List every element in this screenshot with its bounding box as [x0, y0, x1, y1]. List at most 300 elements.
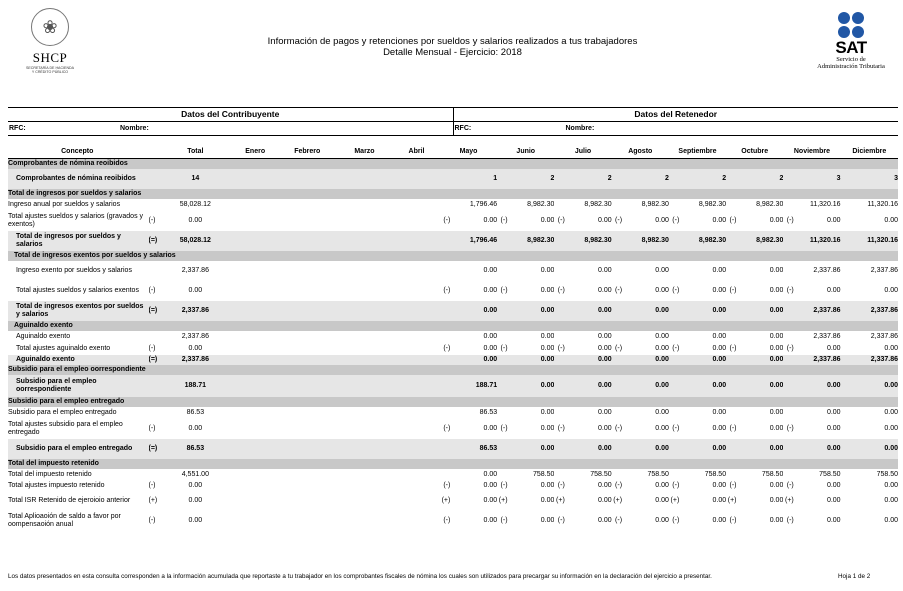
month-cell — [232, 375, 279, 397]
month-cell — [232, 480, 279, 491]
month-sign — [612, 469, 622, 480]
month-sign — [440, 375, 450, 397]
month-cell — [393, 301, 440, 321]
month-cell — [393, 469, 440, 480]
month-sign: (-) — [557, 425, 565, 432]
month-cell — [279, 419, 336, 439]
month-cell — [279, 301, 336, 321]
month-sign: (-) — [557, 345, 565, 352]
month-sign — [841, 211, 851, 231]
month-sign — [612, 375, 622, 397]
month-cell — [336, 261, 393, 281]
month-cell: 0.00 — [655, 217, 669, 224]
month-sign — [783, 331, 793, 343]
row-total: 58,028.12 — [159, 231, 232, 251]
row-sign — [149, 375, 159, 397]
section-label-text: Subsidio para el empleo oorrespondiente — [8, 366, 146, 373]
table-row — [8, 211, 898, 231]
month-sign — [726, 169, 736, 189]
row-total: 0.00 — [188, 425, 203, 432]
month-cell: 0.00 — [826, 517, 841, 524]
col-header: Noviembre — [783, 146, 840, 159]
month-cell: 188.71 — [450, 375, 497, 397]
month-sign — [726, 355, 736, 365]
month-cell — [336, 469, 393, 480]
month-cell: 0.00 — [826, 217, 841, 224]
month-cell — [279, 231, 336, 251]
month-cell — [232, 281, 279, 301]
month-sign — [497, 231, 507, 251]
month-sign — [440, 301, 450, 321]
row-label — [8, 331, 149, 343]
month-cell — [232, 511, 279, 531]
month-cell — [279, 511, 336, 531]
month-sign: (+) — [670, 497, 680, 504]
month-cell: 0.00 — [565, 439, 612, 459]
month-cell: 86.53 — [479, 409, 498, 416]
month-cell: 758.50 — [819, 470, 841, 478]
month-cell: 2,337.86 — [794, 301, 841, 321]
month-cell — [336, 439, 393, 459]
month-cell: 0.00 — [679, 355, 726, 365]
row-label-text: Aguinaldo exento — [16, 333, 71, 340]
month-cell — [232, 343, 279, 355]
month-cell: 2,337.86 — [813, 267, 841, 274]
month-cell — [279, 261, 336, 281]
month-sign — [841, 419, 851, 439]
shcp-sub2: Y CRÉDITO PÚBLICO — [31, 70, 69, 74]
table-row — [8, 469, 898, 480]
month-sign — [726, 261, 736, 281]
month-cell: 0.00 — [769, 287, 784, 294]
month-cell — [393, 355, 440, 365]
month-cell: 2,337.86 — [813, 333, 841, 340]
row-label — [8, 169, 149, 189]
month-sign — [669, 169, 679, 189]
month-cell — [232, 355, 279, 365]
month-cell: 0.00 — [712, 425, 727, 432]
col-header-sign — [149, 146, 159, 159]
month-sign — [841, 469, 851, 480]
month-cell: 758.50 — [532, 470, 555, 478]
row-sign: (-) — [148, 217, 156, 224]
month-cell: 0.00 — [655, 409, 669, 416]
month-sign: (-) — [500, 345, 508, 352]
sat-dots-icon — [838, 12, 864, 38]
col-header: Febrero — [279, 146, 336, 159]
section-row — [8, 159, 898, 170]
contribuyente-header: Datos del Contribuyente — [8, 108, 454, 121]
row-label — [8, 301, 149, 321]
month-sign — [440, 261, 450, 281]
footer-note: Los datos presentados en esta consulta corresponden a la información acumulada que reportaste a tu trabajador en los comprobantes fiscales de nómina los cuales son utilizados para precargar su información en la declaración del ejercicio a presentar. — [8, 573, 712, 580]
row-label — [8, 261, 149, 281]
month-sign — [783, 355, 793, 365]
section-headers — [8, 107, 898, 122]
sat-word: SAT — [835, 38, 867, 57]
month-cell: 0.00 — [794, 375, 841, 397]
month-sign: (-) — [786, 217, 794, 224]
month-cell: 0.00 — [598, 333, 612, 340]
month-cell — [279, 375, 336, 397]
row-sign: (-) — [148, 517, 156, 524]
row-sign — [149, 199, 159, 211]
month-cell — [336, 301, 393, 321]
month-cell: 3 — [851, 169, 898, 189]
month-cell: 0.00 — [540, 409, 555, 416]
col-header: Agosto — [612, 146, 669, 159]
month-sign: (-) — [729, 287, 737, 294]
month-cell: 0.00 — [769, 497, 784, 504]
month-sign — [841, 343, 851, 355]
month-cell — [232, 331, 279, 343]
month-sign: (-) — [672, 481, 680, 489]
month-cell: 0.00 — [540, 267, 555, 274]
row-label-text: Total ajustes sueldos y salarios (gravados y exentos) — [8, 213, 144, 228]
month-sign: (+) — [727, 497, 737, 504]
table-row — [8, 281, 898, 301]
report-subtitle: Detalle Mensual - Ejercicio: 2018 — [383, 47, 522, 58]
month-cell — [279, 331, 336, 343]
month-sign — [554, 231, 564, 251]
month-cell: 0.00 — [622, 439, 669, 459]
table-row — [8, 331, 898, 343]
month-cell — [393, 511, 440, 531]
row-total: 86.53 — [159, 439, 232, 459]
month-sign: (-) — [786, 345, 794, 352]
section-row — [8, 397, 898, 407]
month-cell: 0.00 — [483, 345, 498, 352]
month-cell: 0.00 — [540, 481, 555, 489]
shcp-logo — [20, 8, 80, 86]
row-sign — [149, 169, 159, 189]
row-label — [8, 511, 149, 531]
section-label — [8, 321, 898, 331]
month-cell — [336, 491, 393, 511]
month-cell — [393, 281, 440, 301]
month-sign: (-) — [443, 287, 451, 294]
month-sign — [726, 469, 736, 480]
month-cell — [393, 375, 440, 397]
month-cell: 0.00 — [655, 497, 669, 504]
month-cell: 8,982.30 — [679, 231, 726, 251]
month-cell: 0.00 — [508, 301, 555, 321]
month-cell: 0.00 — [483, 287, 498, 294]
month-cell: 0.00 — [769, 425, 784, 432]
month-cell — [336, 343, 393, 355]
row-label — [8, 407, 149, 419]
month-sign — [841, 355, 851, 365]
section-label — [8, 365, 898, 375]
month-cell: 1 — [450, 169, 497, 189]
month-sign — [440, 331, 450, 343]
row-total: 4,551.00 — [181, 470, 209, 478]
col-header: Abril — [393, 146, 440, 159]
month-cell: 0.00 — [851, 375, 898, 397]
month-cell: 2 — [622, 169, 669, 189]
month-cell: 0.00 — [712, 287, 727, 294]
row-sign — [149, 331, 159, 343]
month-cell: 0.00 — [679, 439, 726, 459]
month-cell — [336, 419, 393, 439]
month-cell: 0.00 — [483, 481, 498, 489]
month-sign: (-) — [500, 217, 508, 224]
retenedor-id — [454, 122, 899, 135]
month-cell: 0.00 — [737, 375, 784, 397]
month-sign: (-) — [729, 517, 737, 524]
month-cell: 0.00 — [483, 470, 498, 478]
month-cell: 8,982.30 — [737, 231, 784, 251]
retenedor-nombre-label: Nombre: — [565, 125, 595, 132]
row-total: 0.00 — [188, 217, 203, 224]
shcp-sub1: SECRETARÍA DE HACIENDA — [25, 66, 75, 70]
month-cell — [336, 331, 393, 343]
row-label — [8, 343, 149, 355]
month-cell: 0.00 — [508, 375, 555, 397]
table-row — [8, 419, 898, 439]
month-sign — [726, 439, 736, 459]
month-cell: 2,337.86 — [851, 301, 898, 321]
row-label-text: Total ajustes impuesto retenido — [8, 481, 105, 489]
month-cell — [336, 169, 393, 189]
month-sign — [669, 407, 679, 419]
data-sections — [8, 107, 898, 136]
month-cell — [393, 199, 440, 211]
month-sign — [783, 407, 793, 419]
month-cell: 0.00 — [540, 497, 555, 504]
month-sign: (-) — [729, 481, 737, 489]
month-cell — [232, 469, 279, 480]
month-cell: 0.00 — [769, 345, 784, 352]
month-cell — [232, 419, 279, 439]
month-cell: 8,982.30 — [565, 231, 612, 251]
month-cell: 0.00 — [769, 481, 784, 489]
month-sign — [612, 355, 622, 365]
row-label-text: Total ajustes aguinaldo exento — [16, 345, 111, 352]
month-sign — [554, 469, 564, 480]
coat-of-arms-icon: ❀ — [31, 8, 69, 46]
section-label — [8, 159, 898, 170]
col-header: Total — [159, 146, 232, 159]
month-cell — [336, 231, 393, 251]
month-cell — [232, 491, 279, 511]
month-cell: 0.00 — [483, 333, 498, 340]
month-cell: 8,982.30 — [584, 201, 612, 208]
month-cell: 0.00 — [712, 517, 727, 524]
month-cell: 0.00 — [450, 301, 497, 321]
month-sign: (-) — [615, 517, 623, 524]
month-cell: 2 — [565, 169, 612, 189]
month-cell — [279, 343, 336, 355]
month-sign — [497, 331, 507, 343]
month-sign: (-) — [672, 345, 680, 352]
month-sign — [726, 231, 736, 251]
row-sign: (-) — [148, 345, 156, 352]
month-cell: 0.00 — [769, 333, 784, 340]
sat-logo — [811, 12, 891, 70]
month-cell: 0.00 — [826, 425, 841, 432]
month-sign: (+) — [556, 497, 565, 504]
section-label — [8, 397, 898, 407]
table-row — [8, 407, 898, 419]
row-sign: (=) — [149, 301, 159, 321]
month-cell: 0.00 — [598, 497, 612, 504]
section-label-text: Total de ingresos exentos por sueldos y salarios — [14, 252, 176, 259]
month-sign: (-) — [500, 287, 508, 294]
row-label — [8, 419, 149, 439]
row-label — [8, 375, 149, 397]
month-cell: 0.00 — [826, 409, 841, 416]
month-sign: (-) — [500, 425, 508, 432]
month-sign — [841, 439, 851, 459]
month-cell: 0.00 — [769, 409, 784, 416]
month-cell: 0.00 — [679, 375, 726, 397]
table-row — [8, 439, 898, 459]
month-cell — [232, 199, 279, 211]
page-number: Hoja 1 de 2 — [838, 573, 871, 580]
month-sign: (-) — [500, 481, 508, 489]
month-cell: 0.00 — [622, 355, 669, 365]
row-label-text: Subsidio para el empleo oorrespondiente — [16, 378, 97, 393]
row-label-text: Total Aplioaoión de saldo a favor por oompensaoión anual — [8, 513, 121, 528]
month-cell: 0.00 — [712, 409, 727, 416]
month-cell: 1,796.46 — [469, 201, 498, 208]
month-sign — [440, 231, 450, 251]
table-row — [8, 355, 898, 365]
month-sign — [669, 439, 679, 459]
row-label-text: Ingreso exento por sueldos y salarios — [16, 267, 132, 274]
month-cell — [279, 480, 336, 491]
row-label — [8, 281, 149, 301]
month-cell: 0.00 — [622, 301, 669, 321]
month-sign — [669, 331, 679, 343]
month-cell — [279, 439, 336, 459]
month-sign — [554, 261, 564, 281]
month-cell: 0.00 — [884, 481, 898, 489]
retenedor-rfc-label: RFC: — [454, 125, 472, 132]
section-label-text: Total de ingresos por sueldos y salarios — [8, 190, 142, 197]
section-label-text: Subsidio para el empleo entregado — [8, 398, 125, 405]
month-sign — [497, 439, 507, 459]
month-cell: 3 — [794, 169, 841, 189]
month-sign — [841, 491, 851, 511]
month-sign — [440, 199, 450, 211]
month-cell: 0.00 — [884, 517, 898, 524]
month-sign — [612, 261, 622, 281]
month-sign — [783, 231, 793, 251]
month-sign — [554, 301, 564, 321]
month-cell: 2 — [508, 169, 555, 189]
month-cell: 0.00 — [483, 497, 498, 504]
row-total: 0.00 — [188, 497, 203, 504]
col-header: Mayo — [440, 146, 497, 159]
row-label — [8, 439, 149, 459]
month-sign — [841, 301, 851, 321]
month-sign — [841, 231, 851, 251]
month-cell — [232, 439, 279, 459]
month-sign — [497, 301, 507, 321]
month-sign — [669, 355, 679, 365]
col-header: Octubre — [726, 146, 783, 159]
month-cell: 0.00 — [598, 425, 612, 432]
month-cell: 8,982.30 — [641, 201, 669, 208]
month-sign: (-) — [615, 425, 623, 432]
month-cell: 0.00 — [655, 481, 669, 489]
month-cell: 0.00 — [655, 425, 669, 432]
month-sign: (-) — [786, 517, 794, 524]
row-label — [8, 469, 149, 480]
month-sign — [783, 261, 793, 281]
month-cell: 0.00 — [884, 497, 898, 504]
row-label-text: Subsidio para el empleo entregado — [16, 445, 133, 452]
month-cell — [336, 407, 393, 419]
section-row — [8, 365, 898, 375]
row-label-text: Total ajustes subsidio para el empleo entregado — [8, 421, 123, 436]
table-row — [8, 511, 898, 531]
month-cell: 0.00 — [826, 287, 841, 294]
month-cell: 8,982.30 — [756, 201, 784, 208]
section-label-text: Total del impuesto retenido — [8, 460, 99, 467]
col-header: Septiembre — [669, 146, 726, 159]
month-sign — [612, 301, 622, 321]
month-cell: 0.00 — [826, 481, 841, 489]
month-sign — [440, 407, 450, 419]
month-cell: 8,982.30 — [527, 201, 555, 208]
col-header: Junio — [497, 146, 554, 159]
month-cell: 0.00 — [565, 355, 612, 365]
month-sign — [783, 375, 793, 397]
month-sign: (-) — [443, 345, 451, 352]
month-cell — [393, 211, 440, 231]
table-row — [8, 343, 898, 355]
month-cell: 758.50 — [761, 470, 784, 478]
month-cell: 0.00 — [565, 375, 612, 397]
month-sign — [783, 169, 793, 189]
month-cell: 758.50 — [647, 470, 669, 478]
month-sign — [841, 480, 851, 491]
month-sign — [440, 355, 450, 365]
col-header: Marzo — [336, 146, 393, 159]
month-sign — [440, 439, 450, 459]
month-cell — [393, 343, 440, 355]
month-cell: 0.00 — [540, 517, 555, 524]
col-header: Diciembre — [841, 146, 898, 159]
month-sign — [841, 407, 851, 419]
month-cell: 0.00 — [598, 517, 612, 524]
section-label — [8, 251, 898, 261]
month-cell: 0.00 — [655, 287, 669, 294]
row-label-text: Total del impuesto retenido — [8, 470, 92, 478]
month-cell: 11,320.16 — [867, 201, 898, 208]
row-total: 14 — [159, 169, 232, 189]
month-cell: 0.00 — [598, 267, 612, 274]
row-sign — [149, 407, 159, 419]
month-cell: 0.00 — [508, 439, 555, 459]
month-cell: 0.00 — [884, 345, 898, 352]
month-sign — [612, 199, 622, 211]
month-cell: 11,320.16 — [809, 201, 841, 208]
month-cell: 0.00 — [540, 333, 555, 340]
month-cell — [336, 211, 393, 231]
month-cell: 0.00 — [826, 345, 841, 352]
table-row — [8, 169, 898, 189]
month-cell: 758.50 — [590, 470, 612, 478]
month-sign: (-) — [443, 217, 451, 224]
row-total: 188.71 — [159, 375, 232, 397]
row-label — [8, 231, 149, 251]
row-sign — [149, 261, 159, 281]
month-sign: (-) — [786, 481, 794, 489]
